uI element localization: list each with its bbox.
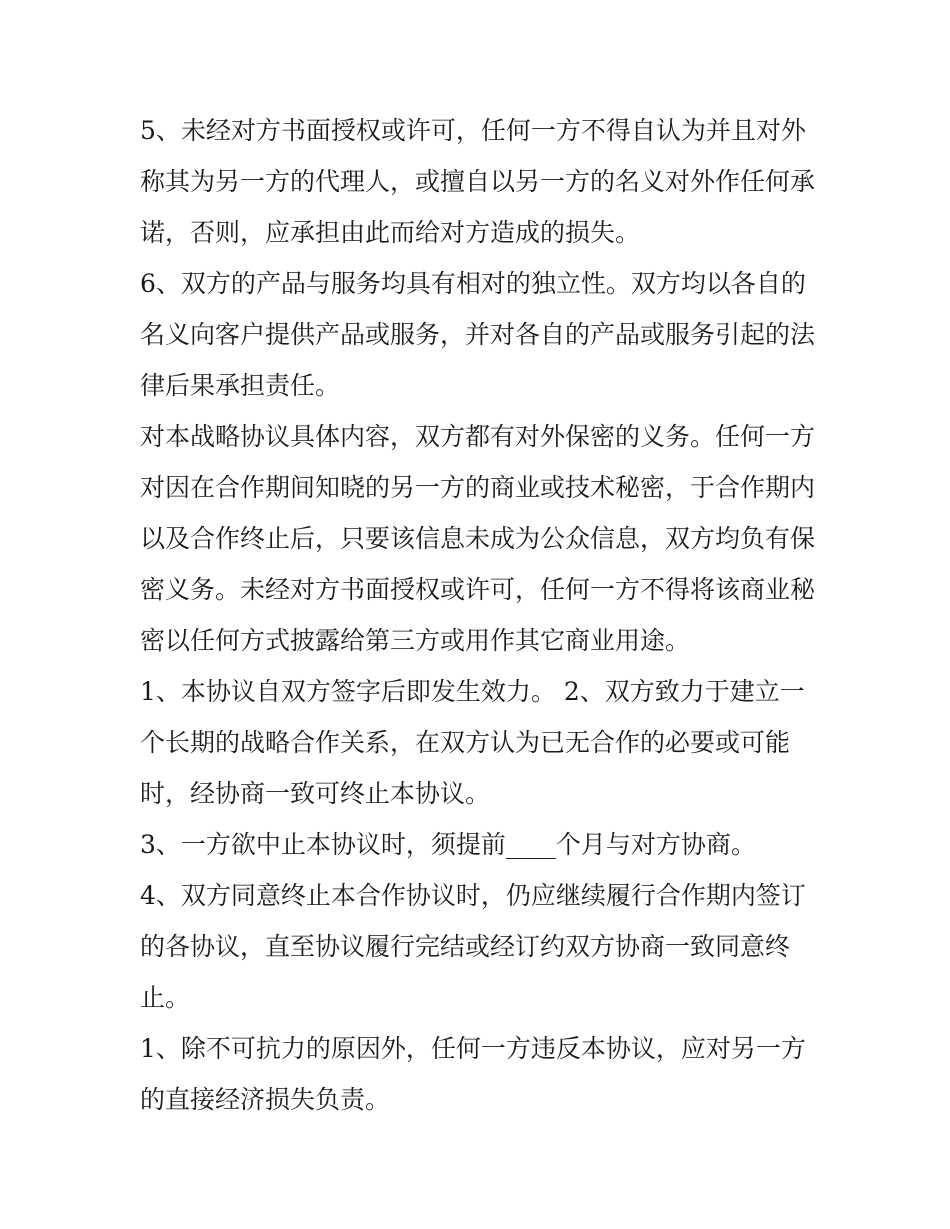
text-line: 6、双方的产品与服务均具有相对的独立性。双方均以各自的 [140,269,806,298]
text-line: 个长期的战略合作关系，在双方认为已无合作的必要或可能 [140,728,791,757]
text-line: 律后果承担责任。 [140,371,341,400]
text-line: 密以任何方式披露给第三方或用作其它商业用途。 [140,626,691,655]
text-line: 对本战略协议具体内容，双方都有对外保密的义务。任何一方 [140,422,816,451]
text-line: 的直接经济损失负责。 [140,1085,391,1114]
text-line: 密义务。未经对方书面授权或许可，任何一方不得将该商业秘 [140,575,816,604]
text-line: 止。 [140,983,191,1012]
text-line: 名义向客户提供产品或服务，并对各自的产品或服务引起的法 [140,320,816,349]
text-line: 的各协议，直至协议履行完结或经订约双方协商一致同意终 [140,932,791,961]
clause-1-liability [140,1023,820,1125]
text-line: 4、双方同意终止本合作协议时，仍应继续履行合作期内签订 [140,881,806,910]
clause-5-confidential-agent [140,105,820,258]
text-line: 3、一方欲中止本协议时，须提前____个月与对方协商。 [140,830,756,859]
text-line: 对因在合作期间知晓的另一方的商业或技术秘密，于合作期内 [140,473,816,502]
clause-effect-and-termination [140,666,820,819]
clause-3-notice [140,819,820,870]
text-line: 称其为另一方的代理人，或擅自以另一方的名义对外作任何承 [140,167,816,196]
confidentiality-paragraph [140,411,820,666]
text-line: 以及合作终止后，只要该信息未成为公众信息，双方均负有保 [140,524,816,553]
clause-6-independence [140,258,820,411]
text-line: 1、本协议自双方签字后即发生效力。 2、双方致力于建立一 [140,677,805,706]
clause-4-continuation [140,870,820,1023]
text-line: 诺，否则，应承担由此而给对方造成的损失。 [140,218,641,247]
text-line: 1、除不可抗力的原因外，任何一方违反本协议，应对另一方 [140,1034,806,1063]
text-line: 5、未经对方书面授权或许可，任何一方不得自认为并且对外 [140,116,806,145]
text-line: 时，经协商一致可终止本协议。 [140,779,491,808]
document-body [140,105,820,1125]
